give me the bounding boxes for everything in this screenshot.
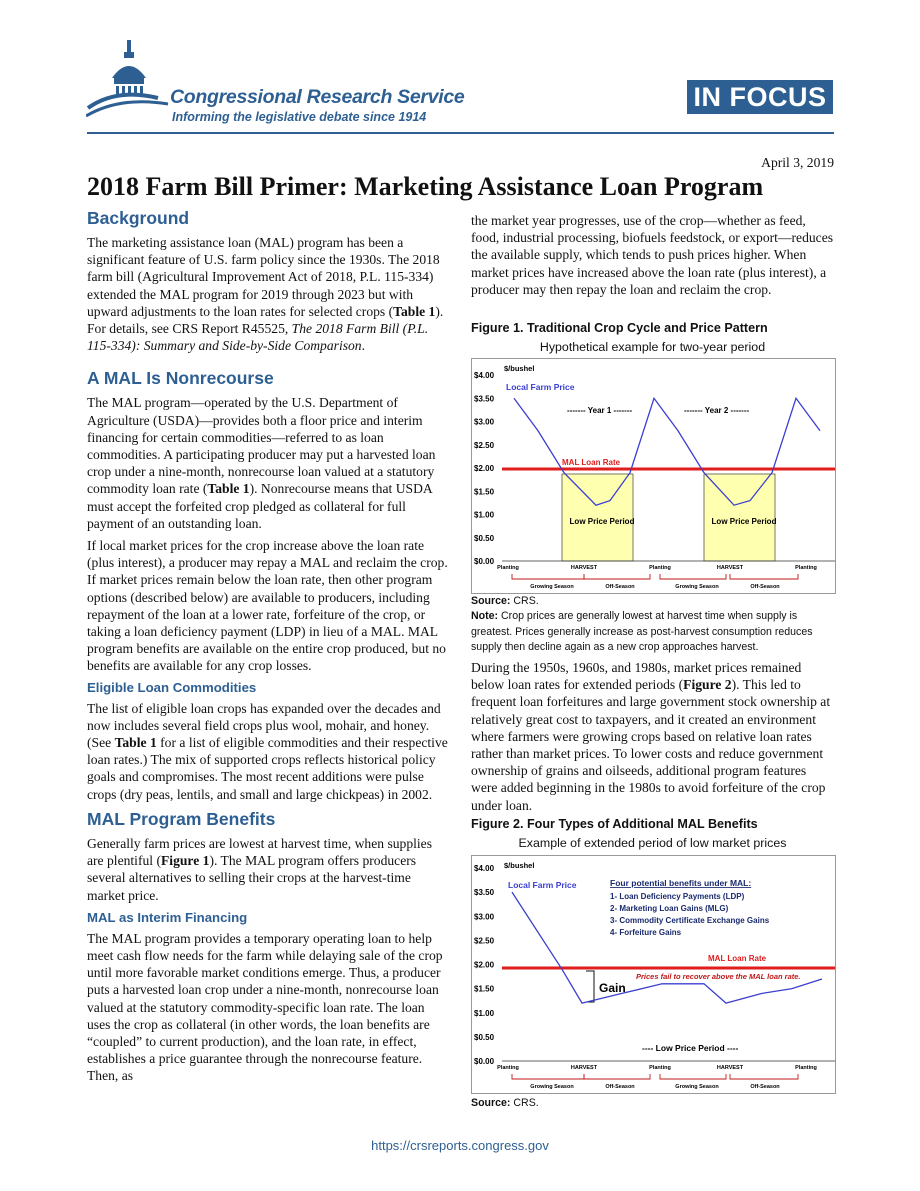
history-paragraph: During the 1950s, 1960s, and 1980s, market prices remained below loan rates for extended periods (Figure 2). This led to frequent loan forfeitures and large government stock ownership at relatively great cost to taxpayers, and it created an environment where farmers were growing crops based on relative loan rates rather than market prices. To lower costs and reduce government ownership of grains and oilseeds, additional program features were added beginning in the 1980s to avoid forfeiture of the crop under loan. <box>471 660 831 813</box>
fig1-ytick-label: $0.50 <box>474 533 495 543</box>
fig2-ytick-label: $1.00 <box>474 1008 495 1018</box>
fig2-ytick-label: $3.50 <box>474 888 495 898</box>
fig2-series-label: Local Farm Price <box>508 880 577 890</box>
fig1-xtick-label: HARVEST <box>716 565 744 571</box>
fig2-xtick-label: Planting <box>795 1065 817 1071</box>
fig2-xtick-label: HARVEST <box>716 1065 744 1071</box>
fig2-season-bracket <box>584 1074 650 1079</box>
fig2-ytick-label: $0.00 <box>474 1057 495 1066</box>
org-name: Congressional Research Service <box>170 86 465 108</box>
fig1-series-label: Local Farm Price <box>506 382 575 392</box>
benefits-heading: MAL Program Benefits <box>87 808 276 829</box>
figure-1-svg <box>472 359 835 593</box>
fig1-low-price-label-2: Low Price Period <box>711 517 777 526</box>
fig2-ytick-label: $3.00 <box>474 912 495 922</box>
header-rule <box>87 132 834 134</box>
fig1-xtick-label: Planting <box>649 565 671 571</box>
fig2-low-price-label: ---- Low Price Period ---- <box>642 1043 739 1053</box>
fig2-season-bracket <box>730 1074 798 1079</box>
fig1-ytick-label: $4.00 <box>474 371 495 380</box>
fig2-title: Figure 2. Four Types of Additional MAL Benefits <box>471 817 758 831</box>
org-tagline: Informing the legislative debate since 1914 <box>172 110 427 124</box>
date: April 3, 2019 <box>761 155 834 170</box>
fig2-ytick-label: $4.00 <box>474 864 495 873</box>
fig1-ytick-label: $3.00 <box>474 417 495 427</box>
fig2-ytick-label: $2.00 <box>474 960 495 970</box>
footer-url[interactable]: https://crsreports.congress.gov <box>371 1138 549 1153</box>
fig2-ytick-label: $1.50 <box>474 984 495 994</box>
fig2-season-bracket <box>660 1074 726 1079</box>
fig2-ytick-label: $2.50 <box>474 936 495 946</box>
fig2-season-label: Growing Season <box>530 1084 574 1090</box>
fig1-year2-label: ------- Year 2 ------- <box>684 406 750 415</box>
right-column-text-mid <box>471 659 834 814</box>
fig1-xtick-label: HARVEST <box>570 565 598 571</box>
fig1-source: Source: CRS. <box>471 595 539 607</box>
fig2-ytick-label: $0.50 <box>474 1032 495 1042</box>
fig2-ylabel: $/bushel <box>504 861 535 870</box>
nonrecourse-paragraph-2: If local market prices for the crop increase above the loan rate (plus interest), a producer may repay a MAL and reclaim the crop. If market prices remain below the loan rate, then other program options (described below) are available to producers, including repayment of the loan at a lower rate, forfeiture of the crop, or taking a loan deficiency payment (LDP) in lieu of a MAL. MAL program benefits are available on the entire crop produced, but no benefits are available for any crop losses. <box>87 538 448 674</box>
fig1-low-price-label-1: Low Price Period <box>569 517 635 526</box>
figure-2-chart <box>471 855 836 1094</box>
fig2-season-label: Off-Season <box>750 1084 780 1090</box>
figure-1-chart <box>471 358 836 594</box>
fig1-ytick-label: $2.50 <box>474 440 495 450</box>
fig1-subtitle: Hypothetical example for two-year period <box>539 340 766 354</box>
fig1-ytick-label: $2.00 <box>474 464 495 473</box>
background-paragraph: The marketing assistance loan (MAL) program has been a significant feature of U.S. farm policy since the 1930s. The 2018 farm bill (Agricultural Improvement Act of 2018, P.L. 115-334) extended the MAL program for 2019 through 2023 but with upward adjustments to the loan rates for selected crops (Table 1). For details, see CRS Report R45525, The 2018 Farm Bill (P.L. 115-334): Summary and Side-by-Side Comparison. <box>87 235 444 354</box>
nonrecourse-paragraph-1: The MAL program—operated by the U.S. Department of Agriculture (USDA)—provides both a floor price and interim financing for certain commodities—referred to as loan commodities. A participating producer may put a harvested loan crop under a nine-month, nonrecourse loan valued at a statutory commodity loan rate (Table 1). Nonrecourse means that USDA must accept the forfeited crop pledged as collateral for full payment of an outstanding loan. <box>87 395 436 531</box>
nonrecourse-heading: A MAL Is Nonrecourse <box>87 368 274 389</box>
interim-heading: MAL as Interim Financing <box>87 909 248 925</box>
fig1-season-label: Off-Season <box>605 584 635 590</box>
fig2-season-bracket <box>512 1074 584 1079</box>
background-heading: Background <box>87 208 190 228</box>
page-title: 2018 Farm Bill Primer: Marketing Assistance Loan Program <box>87 172 764 201</box>
fig2-annotation: Prices fail to recover above the MAL loan rate. <box>636 972 801 981</box>
continuation-paragraph: the market year progresses, use of the crop—whether as feed, food, industrial processing, biofuels feedstock, or export—reduces the available supply, which tends to push prices higher. When market prices have increased above the loan rate (plus interest), a producer may then repay the loan and reclaim the crop. <box>471 213 834 297</box>
fig1-note: Note: Crop prices are generally lowest at harvest time when supply is greatest. Prices generally increase as post-harvest consumption reduces supply then decline again as a new crop approaches harvest. <box>471 610 813 654</box>
capitol-dome-icon <box>86 40 176 120</box>
fig1-season-label: Off-Season <box>750 584 780 590</box>
fig2-season-label: Growing Season <box>675 1084 719 1090</box>
fig1-season-bracket <box>730 574 798 579</box>
figure-2-svg <box>472 856 835 1093</box>
fig2-xtick-label: Planting <box>649 1065 671 1071</box>
crs-logo <box>86 40 176 120</box>
fig2-gain-label: Gain <box>599 981 626 995</box>
fig1-title: Figure 1. Traditional Crop Cycle and Price Pattern <box>471 321 768 335</box>
eligible-heading: Eligible Loan Commodities <box>87 679 257 695</box>
fig2-source: Source: CRS. <box>471 1097 539 1109</box>
fig1-year1-label: ------- Year 1 ------- <box>567 406 633 415</box>
fig1-season-bracket <box>660 574 726 579</box>
fig1-ytick-label: $3.50 <box>474 394 495 404</box>
fig2-benefit-4: 4- Forfeiture Gains <box>610 928 682 937</box>
fig1-season-bracket <box>584 574 650 579</box>
in-focus-badge: IN FOCUS <box>687 80 833 114</box>
fig1-season-bracket <box>512 574 584 579</box>
left-column <box>87 208 449 1085</box>
fig1-season-label: Growing Season <box>675 584 719 590</box>
fig1-ytick-label: $1.50 <box>474 487 495 497</box>
fig2-loan-rate-label: MAL Loan Rate <box>708 954 767 963</box>
fig2-season-label: Off-Season <box>605 1084 635 1090</box>
fig2-benefit-1: 1- Loan Deficiency Payments (LDP) <box>610 892 745 901</box>
fig2-gain-bracket <box>586 971 594 1002</box>
interim-paragraph: The MAL program provides a temporary operating loan to help meet cash flow needs for the farm while delaying sale of the crop until more favorable market conditions emerge. Thus, a producer puts a harvested loan crop under a nine-month, nonrecourse loan valued at the statutory commodity-specific loan rate. The loan uses the crop as collateral (in other words, the loan benefits are “coupled” to current production), and the loan rate, in effect, establishes a price guarantee through the nonrecourse feature. Then, as <box>87 930 443 1084</box>
fig1-ytick-label: $0.00 <box>474 557 495 566</box>
fig1-loan-rate-label: MAL Loan Rate <box>562 458 621 467</box>
fig1-xtick-label: Planting <box>497 565 519 571</box>
fig2-benefits-title: Four potential benefits under MAL: <box>610 878 752 888</box>
benefits-paragraph: Generally farm prices are lowest at harvest time, when supplies are plentiful (Figure 1). The MAL program offers producers several alternatives to selling their crops at the harvest-time market price. <box>87 835 433 903</box>
fig2-subtitle: Example of extended period of low market prices <box>518 836 787 850</box>
fig1-xtick-label: Planting <box>795 565 817 571</box>
fig1-season-label: Growing Season <box>530 584 574 590</box>
eligible-paragraph: The list of eligible loan crops has expanded over the decades and now includes several field crops plus wool, mohair, and honey. (See Table 1 for a list of eligible commodities and their respective loan rates.) The mix of supported crops reflects historical policy goals and compromises. The most recent additions were pulse crops (dry peas, lentils, and small and large chickpeas) in 2002. <box>87 700 448 802</box>
fig1-ytick-label: $1.00 <box>474 510 495 520</box>
fig1-ylabel: $/bushel <box>504 364 535 373</box>
fig2-xtick-label: HARVEST <box>570 1065 598 1071</box>
right-column-text-top <box>471 212 834 298</box>
fig2-benefit-3: 3- Commodity Certificate Exchange Gains <box>610 916 770 925</box>
fig2-benefit-2: 2- Marketing Loan Gains (MLG) <box>610 904 729 913</box>
fig2-xtick-label: Planting <box>497 1065 519 1071</box>
